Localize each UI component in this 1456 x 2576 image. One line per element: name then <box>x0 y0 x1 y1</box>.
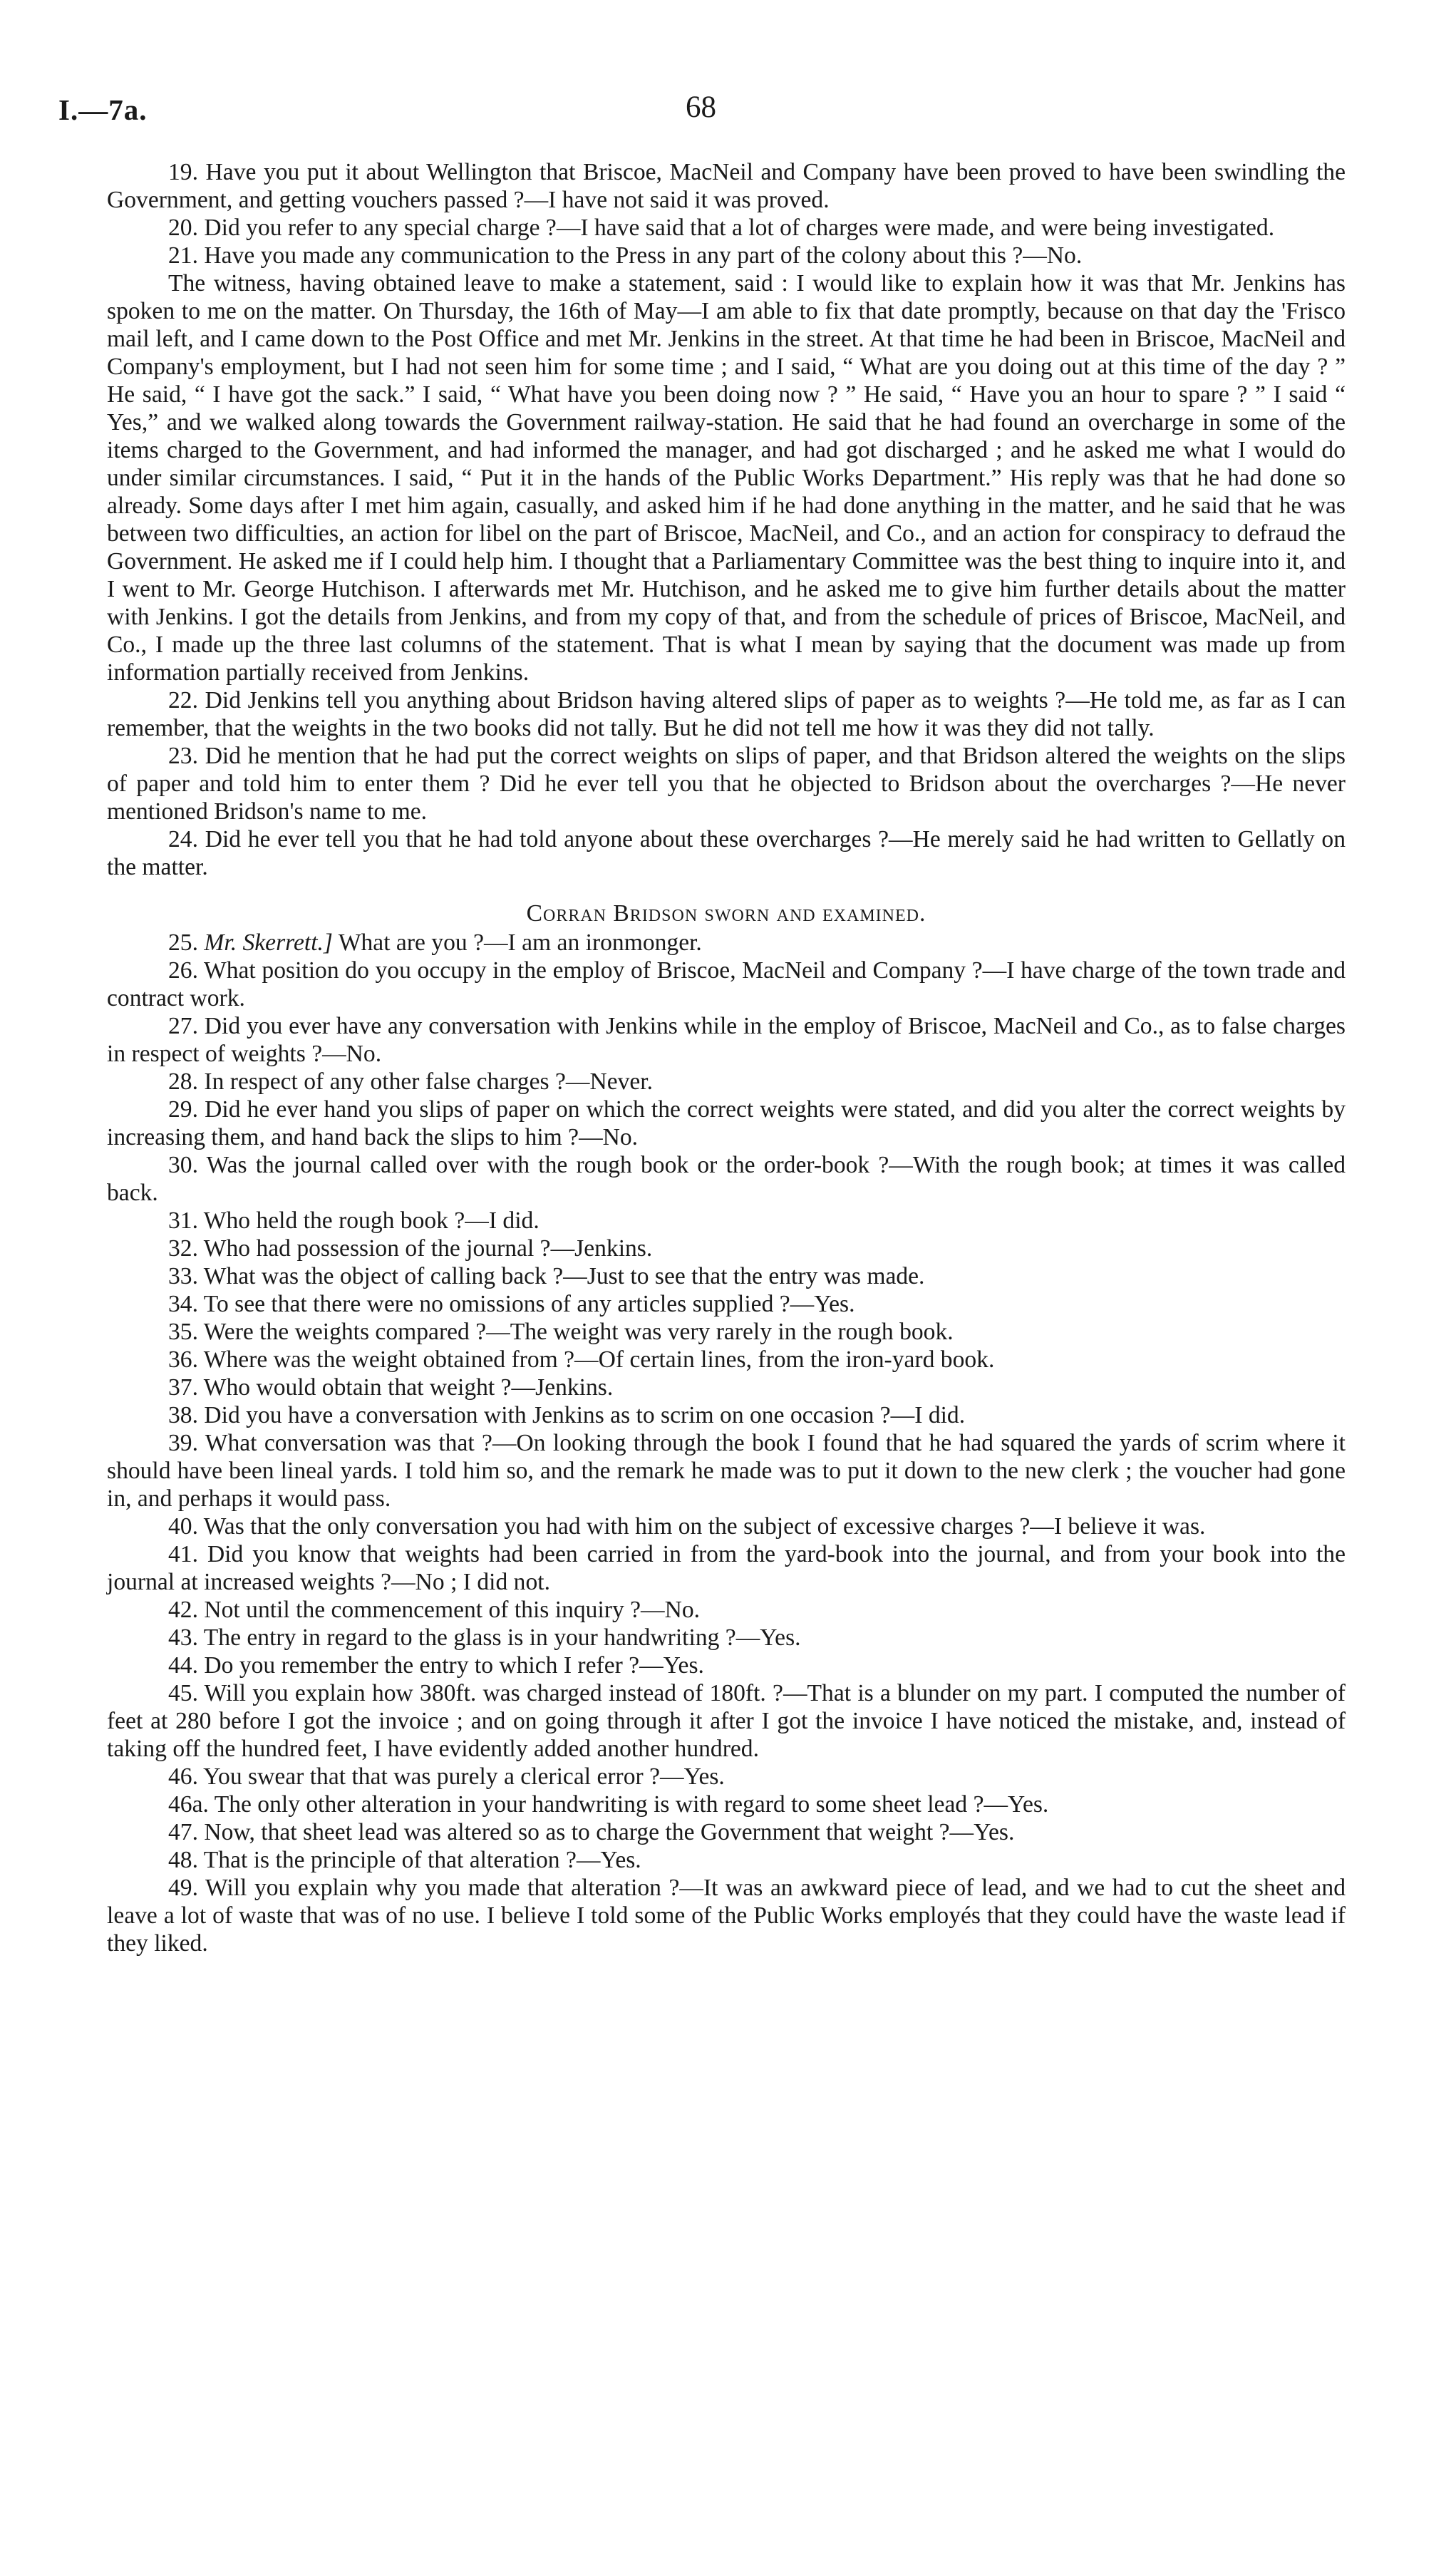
questions-part-2 <box>107 957 1346 1957</box>
question-number: 37. <box>168 1374 198 1401</box>
question-item <box>107 957 1346 1012</box>
question-number: 40. <box>168 1513 198 1540</box>
section-heading: Corran Bridson sworn and examined. <box>526 900 926 927</box>
question-item <box>107 242 1346 269</box>
question-number: 45. <box>168 1680 198 1706</box>
evidence-body <box>107 158 1346 1957</box>
question-number: 48. <box>168 1847 198 1873</box>
question-number: 43. <box>168 1624 198 1651</box>
speaker-label: Mr. Skerrett.] <box>204 929 334 956</box>
question-text: Who would obtain that weight ?—Jenkins. <box>203 1374 614 1401</box>
question-item <box>107 1235 1346 1262</box>
question-text: Not until the commencement of this inquiry ?—No. <box>204 1597 701 1623</box>
question-text: Did Jenkins tell you anything about Bridson having altered slips of paper as to weights ?—He told me, as far as I can remember, that the weights in the two books did not tally. But he did not tell me how it was they did not tally. <box>107 687 1346 741</box>
question-text: Do you remember the entry to which I refer ?—Yes. <box>204 1652 704 1679</box>
question-text: The entry in regard to the glass is in your handwriting ?—Yes. <box>203 1624 801 1651</box>
intro-questions <box>107 158 1346 269</box>
question-item <box>107 1874 1346 1957</box>
question-text: Was that the only conversation you had with him on the subject of excessive charges ?—I believe it was. <box>203 1513 1206 1540</box>
question-item <box>107 1290 1346 1318</box>
question-text: To see that there were no omissions of any articles supplied ?—Yes. <box>203 1291 855 1317</box>
report-reference: I.—7a. <box>58 93 148 126</box>
question-text: Did you refer to any special charge ?—I have said that a lot of charges were made, and were being investigated. <box>204 215 1275 241</box>
question-text: The only other alteration in your handwriting is with regard to some sheet lead ?—Yes. <box>214 1791 1049 1818</box>
question-item <box>107 1791 1346 1818</box>
question-number: 22. <box>168 687 198 713</box>
question-text: You swear that that was purely a clerical error ?—Yes. <box>203 1763 725 1790</box>
question-item <box>107 1012 1346 1068</box>
question-text: What conversation was that ?—On looking through the book I found that he had squared the yards of scrim where it should have been lineal yards. I told him so, and the remark he made was to put it down to the new clerk ; the voucher had gone in, and perhaps it would pass. <box>107 1430 1346 1512</box>
question-number: 36. <box>168 1346 198 1373</box>
question-number: 28. <box>168 1068 198 1095</box>
question-text: What position do you occupy in the employ of Briscoe, MacNeil and Company ?—I have charge of the town trade and contract work. <box>107 957 1346 1011</box>
question-text: Will you explain why you made that alteration ?—It was an awkward piece of lead, and we had to cut the sheet and leave a lot of waste that was of no use. I believe I told some of the Public Works employés that they could have the waste lead if they liked. <box>107 1875 1346 1957</box>
question-item <box>107 1652 1346 1679</box>
page-number: 68 <box>686 91 716 124</box>
question-text: Have you made any communication to the Press in any part of the colony about this ?—No. <box>204 242 1083 269</box>
question-number: 23. <box>168 743 198 769</box>
question-number: 31. <box>168 1207 198 1234</box>
question-text: Who had possession of the journal ?—Jenkins. <box>203 1235 653 1262</box>
question-number: 25. <box>168 929 198 956</box>
question-text: Where was the weight obtained from ?—Of certain lines, from the iron-yard book. <box>203 1346 995 1373</box>
question-item <box>107 1401 1346 1429</box>
question-text: What are you ?—I am an ironmonger. <box>338 929 702 956</box>
question-text: Now, that sheet lead was altered so as to charge the Government that weight ?—Yes. <box>204 1819 1015 1845</box>
question-item <box>107 1374 1346 1401</box>
question-number: 33. <box>168 1263 198 1289</box>
question-number: 42. <box>168 1597 198 1623</box>
question-text: Did he ever tell you that he had told anyone about these overcharges ?—He merely said he had written to Gellatly on the matter. <box>107 826 1346 880</box>
question-number: 49. <box>168 1875 198 1901</box>
question-text: Will you explain how 380ft. was charged instead of 180ft. ?—That is a blunder on my part. I computed the number of feet at 280 before I got the invoice ; and on going through it after I got the invoice I have noticed the mistake, and, instead of taking off the hundred feet, I have evidently added another hundred. <box>107 1680 1346 1762</box>
question-item <box>107 686 1346 742</box>
question-item <box>107 1207 1346 1235</box>
question-25 <box>107 929 1346 957</box>
witness-statement: The witness, having obtained leave to make a statement, said : I would like to explain how it was that Mr. Jenkins has spoken to me on the matter. On Thursday, the 16th of May—I am able to fix that date promptly, because on that day the 'Frisco mail left, and I came down to the Post Office and met Mr. Jenkins in the street. At that time he had been in Briscoe, MacNeil and Company's employment, but I had not seen him for some time ; and I said, “ What are you doing out at this time of the day ? ” He said, “ I have got the sack.” I said, “ What have you been doing now ? ” He said, “ Have you an hour to spare ? ” I said “ Yes,” and we walked along towards the Government railway-station. He said that he had found an overcharge in some of the items charged to the Government, and had informed the manager, and had got discharged ; and he asked me what I would do under similar circumstances. I said, “ Put it in the hands of the Public Works Department.” His reply was that he had done so already. Some days after I met him again, casually, and asked him if he had done anything in the matter, and he said that he was between two difficulties, an action for libel on the part of Briscoe, MacNeil, and Co., and an action for conspiracy to defraud the Government. He asked me if I could help him. I thought that a Parliamentary Committee was the best thing to inquire into it, and I went to Mr. George Hutchison. I afterwards met Mr. Hutchison, and he asked me to give him further details about the matter with Jenkins. I got the details from Jenkins, and from my copy of that, and from the schedule of prices of Briscoe, MacNeil, and Co., I made up the three last columns of the statement. That is what I mean by saying that the document was made up from information partially received from Jenkins. <box>107 270 1346 686</box>
question-item <box>107 1513 1346 1540</box>
question-text: That is the principle of that alteration ?—Yes. <box>203 1847 641 1873</box>
question-item <box>107 1151 1346 1207</box>
question-number: 20. <box>168 215 198 241</box>
question-text: Have you put it about Wellington that Briscoe, MacNeil and Company have been proved to have been swindling the Government, and getting vouchers passed ?—I have not said it was proved. <box>107 159 1346 213</box>
question-text: Did you know that weights had been carried in from the yard-book into the journal, and from your book into the journal at increased weights ?—No ; I did not. <box>107 1541 1346 1595</box>
question-number: 46. <box>168 1763 198 1790</box>
question-text: Was the journal called over with the rough book or the order-book ?—With the rough book; at times it was called back. <box>107 1152 1346 1206</box>
question-text: In respect of any other false charges ?—Never. <box>204 1068 654 1095</box>
question-item <box>107 1763 1346 1791</box>
questions-part-1 <box>107 686 1346 881</box>
question-item <box>107 825 1346 881</box>
question-number: 38. <box>168 1402 198 1428</box>
question-item <box>107 1262 1346 1290</box>
question-text: Were the weights compared ?—The weight was very rarely in the rough book. <box>203 1319 954 1345</box>
question-number: 46a. <box>168 1791 209 1818</box>
question-number: 44. <box>168 1652 198 1679</box>
question-item <box>107 1318 1346 1346</box>
question-item <box>107 1540 1346 1596</box>
question-text: Did he ever hand you slips of paper on which the correct weights were stated, and did you alter the correct weights by increasing them, and hand back the slips to him ?—No. <box>107 1096 1346 1150</box>
question-number: 47. <box>168 1819 198 1845</box>
question-text: Did he mention that he had put the correct weights on slips of paper, and that Bridson altered the weights on the slips of paper and told him to enter them ? Did he ever tell you that he objected to Bridson about the overcharges ?—He never mentioned Bridson's name to me. <box>107 743 1346 825</box>
question-item <box>107 1818 1346 1846</box>
question-item <box>107 1346 1346 1374</box>
question-number: 34. <box>168 1291 198 1317</box>
question-item <box>107 1624 1346 1652</box>
question-number: 26. <box>168 957 198 984</box>
question-item <box>107 1096 1346 1151</box>
question-item <box>107 1068 1346 1096</box>
question-number: 21. <box>168 242 198 269</box>
question-number: 19. <box>168 159 198 185</box>
question-number: 27. <box>168 1013 198 1039</box>
question-number: 30. <box>168 1152 198 1178</box>
question-item <box>107 1429 1346 1513</box>
question-text: What was the object of calling back ?—Just to see that the entry was made. <box>203 1263 925 1289</box>
question-number: 32. <box>168 1235 198 1262</box>
question-item <box>107 1679 1346 1763</box>
question-item <box>107 742 1346 825</box>
question-number: 39. <box>168 1430 198 1456</box>
question-item <box>107 1596 1346 1624</box>
question-number: 35. <box>168 1319 198 1345</box>
question-number: 29. <box>168 1096 198 1123</box>
question-item <box>107 158 1346 214</box>
question-text: Did you have a conversation with Jenkins as to scrim on one occasion ?—I did. <box>204 1402 966 1428</box>
question-item <box>107 214 1346 242</box>
question-number: 41. <box>168 1541 198 1567</box>
question-item <box>107 1846 1346 1874</box>
question-number: 24. <box>168 826 198 852</box>
question-text: Who held the rough book ?—I did. <box>203 1207 539 1234</box>
question-text: Did you ever have any conversation with Jenkins while in the employ of Briscoe, MacNeil and Co., as to false charges in respect of weights ?—No. <box>107 1013 1346 1067</box>
